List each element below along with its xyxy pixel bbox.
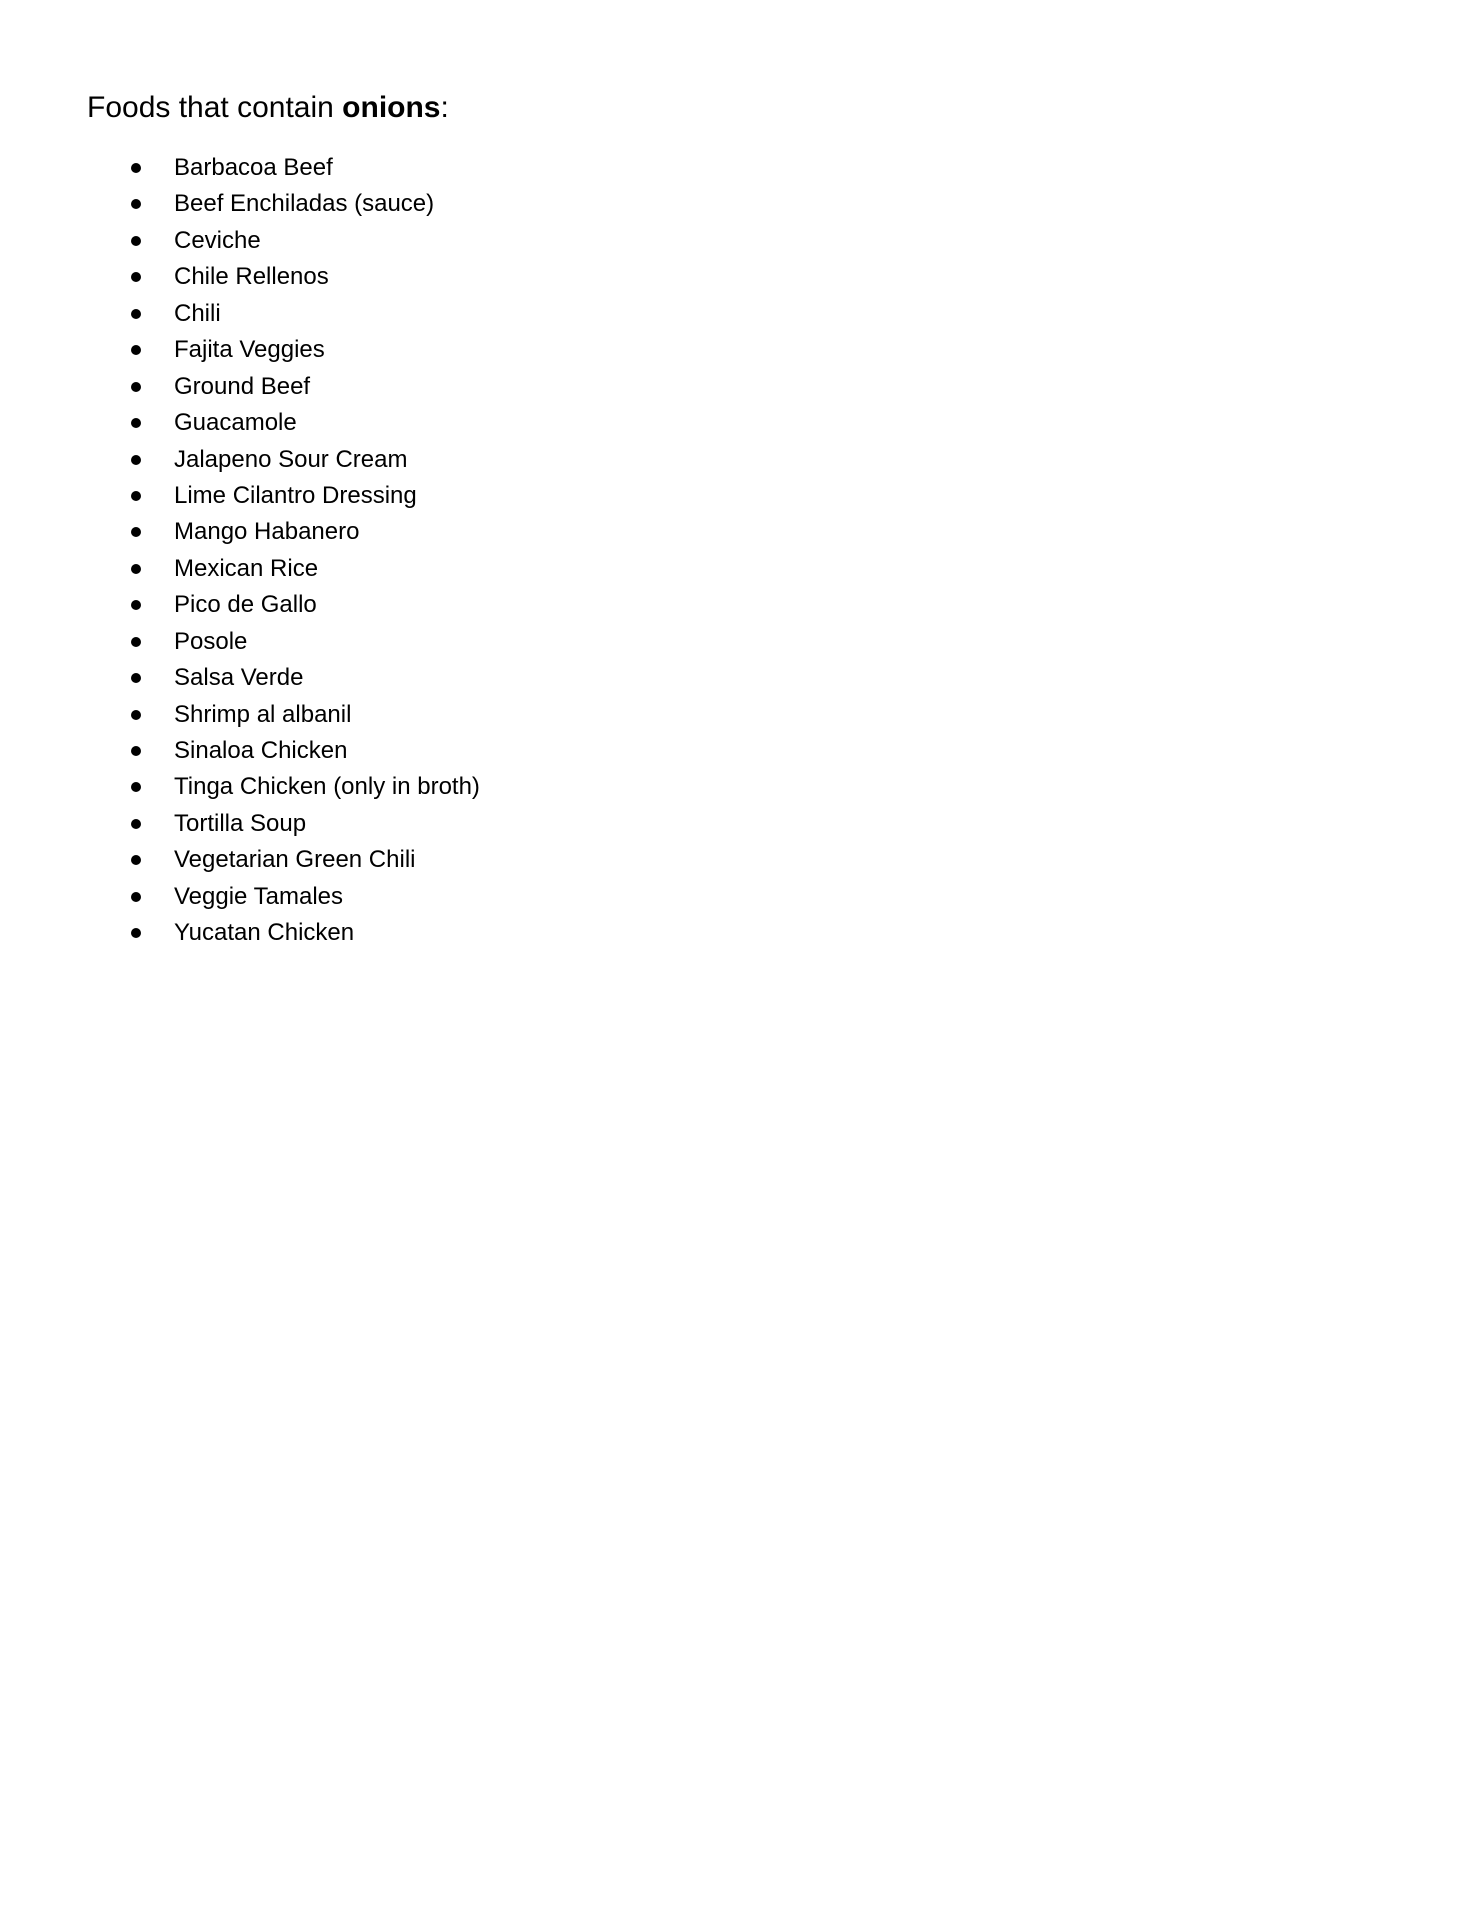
list-item-label: Yucatan Chicken: [174, 919, 355, 947]
list-item-label: Mexican Rice: [174, 554, 319, 582]
title-suffix: :: [440, 91, 449, 124]
bullet-icon: [131, 746, 141, 756]
bullet-icon: [131, 673, 141, 683]
title-prefix: Foods that contain: [87, 91, 343, 124]
bullet-icon: [131, 710, 141, 720]
bullet-icon: [131, 382, 141, 392]
list-item-label: Jalapeno Sour Cream: [174, 445, 408, 473]
bullet-icon: [131, 236, 141, 246]
bullet-icon: [131, 199, 141, 209]
bullet-icon: [131, 928, 141, 938]
list-item-label: Chili: [174, 299, 221, 327]
bullet-icon: [131, 491, 141, 501]
list-item-label: Vegetarian Green Chili: [174, 846, 416, 874]
page-title: [87, 88, 449, 128]
bullet-icon: [131, 892, 141, 902]
list-item-label: Guacamole: [174, 409, 297, 437]
list-item-label: Sinaloa Chicken: [174, 737, 348, 764]
list-item-label: Salsa Verde: [174, 664, 304, 692]
bullet-icon: [131, 600, 141, 610]
title-emphasis: onions: [342, 91, 441, 124]
list-item-label: Ground Beef: [174, 372, 311, 400]
list-item-label: Fajita Veggies: [174, 336, 325, 364]
bullet-icon: [131, 309, 141, 319]
list-item-label: Posole: [174, 627, 248, 655]
list-item-label: Tortilla Soup: [174, 809, 307, 837]
bullet-icon: [131, 819, 141, 829]
list-item-label: Chile Rellenos: [174, 263, 329, 291]
list-item-label: Mango Habanero: [174, 518, 360, 546]
bullet-icon: [131, 855, 141, 865]
list-item-label: Barbacoa Beef: [174, 154, 333, 181]
list-item-label: Tinga Chicken (only in broth): [174, 773, 480, 801]
list-item-label: Ceviche: [174, 226, 261, 254]
bullet-icon: [131, 418, 141, 428]
bullet-icon: [131, 163, 141, 173]
bullet-icon: [131, 637, 141, 647]
list-item-label: Beef Enchiladas (sauce): [174, 190, 435, 218]
list-item-label: Pico de Gallo: [174, 591, 317, 619]
list-item-label: Lime Cilantro Dressing: [174, 481, 417, 509]
bullet-icon: [131, 345, 141, 355]
bullet-icon: [131, 527, 141, 537]
list-item-label: Shrimp al albanil: [174, 700, 352, 728]
list-item-label: Veggie Tamales: [174, 882, 344, 910]
bullet-icon: [131, 564, 141, 574]
bullet-icon: [131, 455, 141, 465]
bullet-icon: [131, 782, 141, 792]
bullet-icon: [131, 272, 141, 282]
